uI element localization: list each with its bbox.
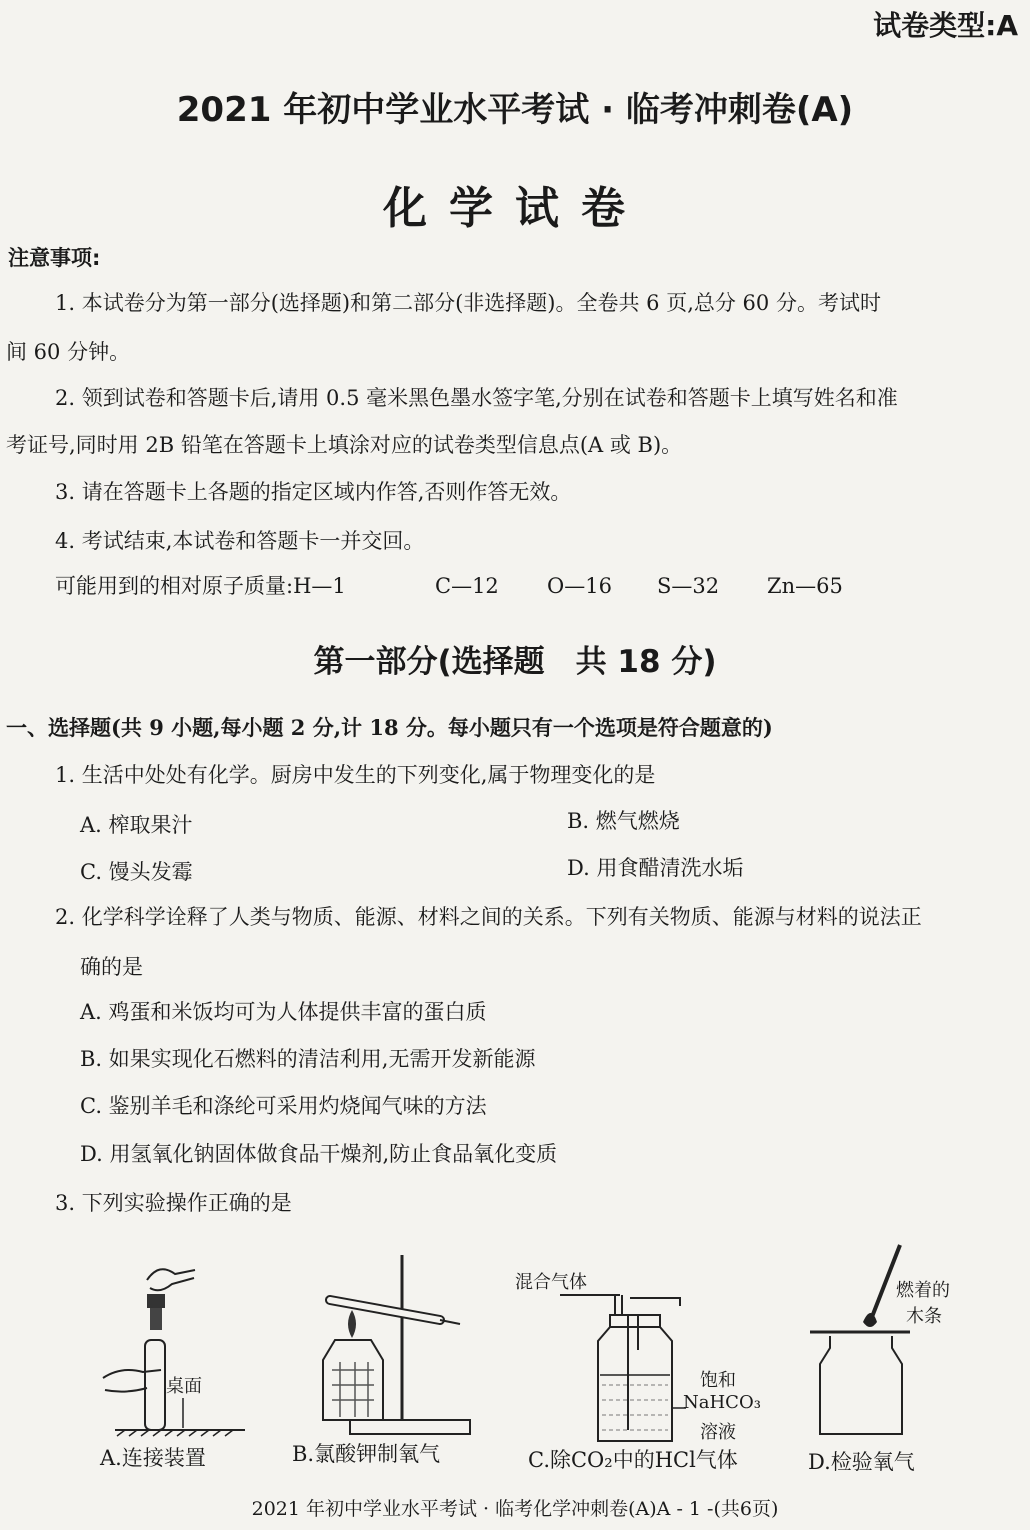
question-1-option-b: B. 燃气燃烧 xyxy=(567,809,680,833)
atomic-mass-c: C—12 xyxy=(435,574,499,598)
question-2-stem-line-1: 2. 化学科学诠释了人类与物质、能源、材料之间的关系。下列有关物质、能源与材料的说法正 xyxy=(55,905,922,929)
paper-type: 试卷类型:A xyxy=(873,9,1018,42)
figure-c-drawing xyxy=(560,1290,700,1450)
question-2-option-a: A. 鸡蛋和米饭均可为人体提供丰富的蛋白质 xyxy=(80,1000,487,1024)
note-2-line-2: 考证号,同时用 2B 铅笔在答题卡上填涂对应的试卷类型信息点(A 或 B)。 xyxy=(6,433,683,457)
note-3: 3. 请在答题卡上各题的指定区域内作答,否则作答无效。 xyxy=(55,480,572,504)
figure-c-solution-label-2: NaHCO₃ xyxy=(683,1392,761,1413)
note-4: 4. 考试结束,本试卷和答题卡一并交回。 xyxy=(55,529,425,553)
atomic-mass-row xyxy=(55,570,843,600)
figure-b-drawing xyxy=(310,1250,480,1445)
subject-title: 化学试卷 xyxy=(383,183,647,234)
atomic-mass-zn: Zn—65 xyxy=(767,574,843,598)
question-1-option-d: D. 用食醋清洗水垢 xyxy=(567,856,744,880)
figure-b-caption: B.氯酸钾制氧气 xyxy=(292,1442,441,1466)
figure-d-stick-label-1: 燃着的 xyxy=(896,1280,950,1301)
figure-d-caption: D.检验氧气 xyxy=(808,1450,915,1474)
figure-a-desk-label: 桌面 xyxy=(166,1376,202,1397)
atomic-mass-o: O—16 xyxy=(547,574,612,598)
page-footer: 2021 年初中学业水平考试 · 临考化学冲刺卷(A)A - 1 -(共6页) xyxy=(251,1498,779,1520)
notes-heading: 注意事项: xyxy=(8,246,101,270)
figure-c-caption: C.除CO₂中的HCl气体 xyxy=(528,1448,738,1472)
figure-a-drawing xyxy=(95,1250,265,1450)
question-2-stem-line-2: 确的是 xyxy=(80,955,143,979)
question-1-option-a: A. 榨取果汁 xyxy=(80,813,193,837)
part-one-title: 第一部分(选择题 共 18 分) xyxy=(313,644,717,680)
question-2-option-b: B. 如果实现化石燃料的清洁利用,无需开发新能源 xyxy=(80,1047,536,1071)
figure-c-gas-label: 混合气体 xyxy=(515,1272,587,1293)
question-2-option-c: C. 鉴别羊毛和涤纶可采用灼烧闻气味的方法 xyxy=(80,1094,487,1118)
atomic-mass-label: 可能用到的相对原子质量:H—1 xyxy=(55,574,346,598)
figure-d-drawing xyxy=(805,1240,925,1440)
section-heading: 一、选择题(共 9 小题,每小题 2 分,计 18 分。每小题只有一个选项是符合题意的) xyxy=(6,715,773,740)
question-1-stem: 1. 生活中处处有化学。厨房中发生的下列变化,属于物理变化的是 xyxy=(55,763,656,787)
figure-c-solution-label-3: 溶液 xyxy=(700,1422,736,1443)
note-2-line-1: 2. 领到试卷和答题卡后,请用 0.5 毫米黑色墨水签字笔,分别在试卷和答题卡上填写姓名和准 xyxy=(55,386,898,410)
figure-d-stick-label-2: 木条 xyxy=(906,1306,942,1327)
question-3-stem: 3. 下列实验操作正确的是 xyxy=(55,1191,292,1215)
figure-c-solution-label-1: 饱和 xyxy=(700,1370,736,1391)
exam-title: 2021 年初中学业水平考试 · 临考冲刺卷(A) xyxy=(176,90,854,130)
question-2-option-d: D. 用氢氧化钠固体做食品干燥剂,防止食品氧化变质 xyxy=(80,1142,558,1166)
note-1-line-2: 间 60 分钟。 xyxy=(6,340,131,364)
atomic-mass-s: S—32 xyxy=(657,574,720,598)
question-1-option-c: C. 馒头发霉 xyxy=(80,860,193,884)
note-1-line-1: 1. 本试卷分为第一部分(选择题)和第二部分(非选择题)。全卷共 6 页,总分 60 分。考试时 xyxy=(55,291,881,315)
figure-a-caption: A.连接装置 xyxy=(100,1446,206,1470)
